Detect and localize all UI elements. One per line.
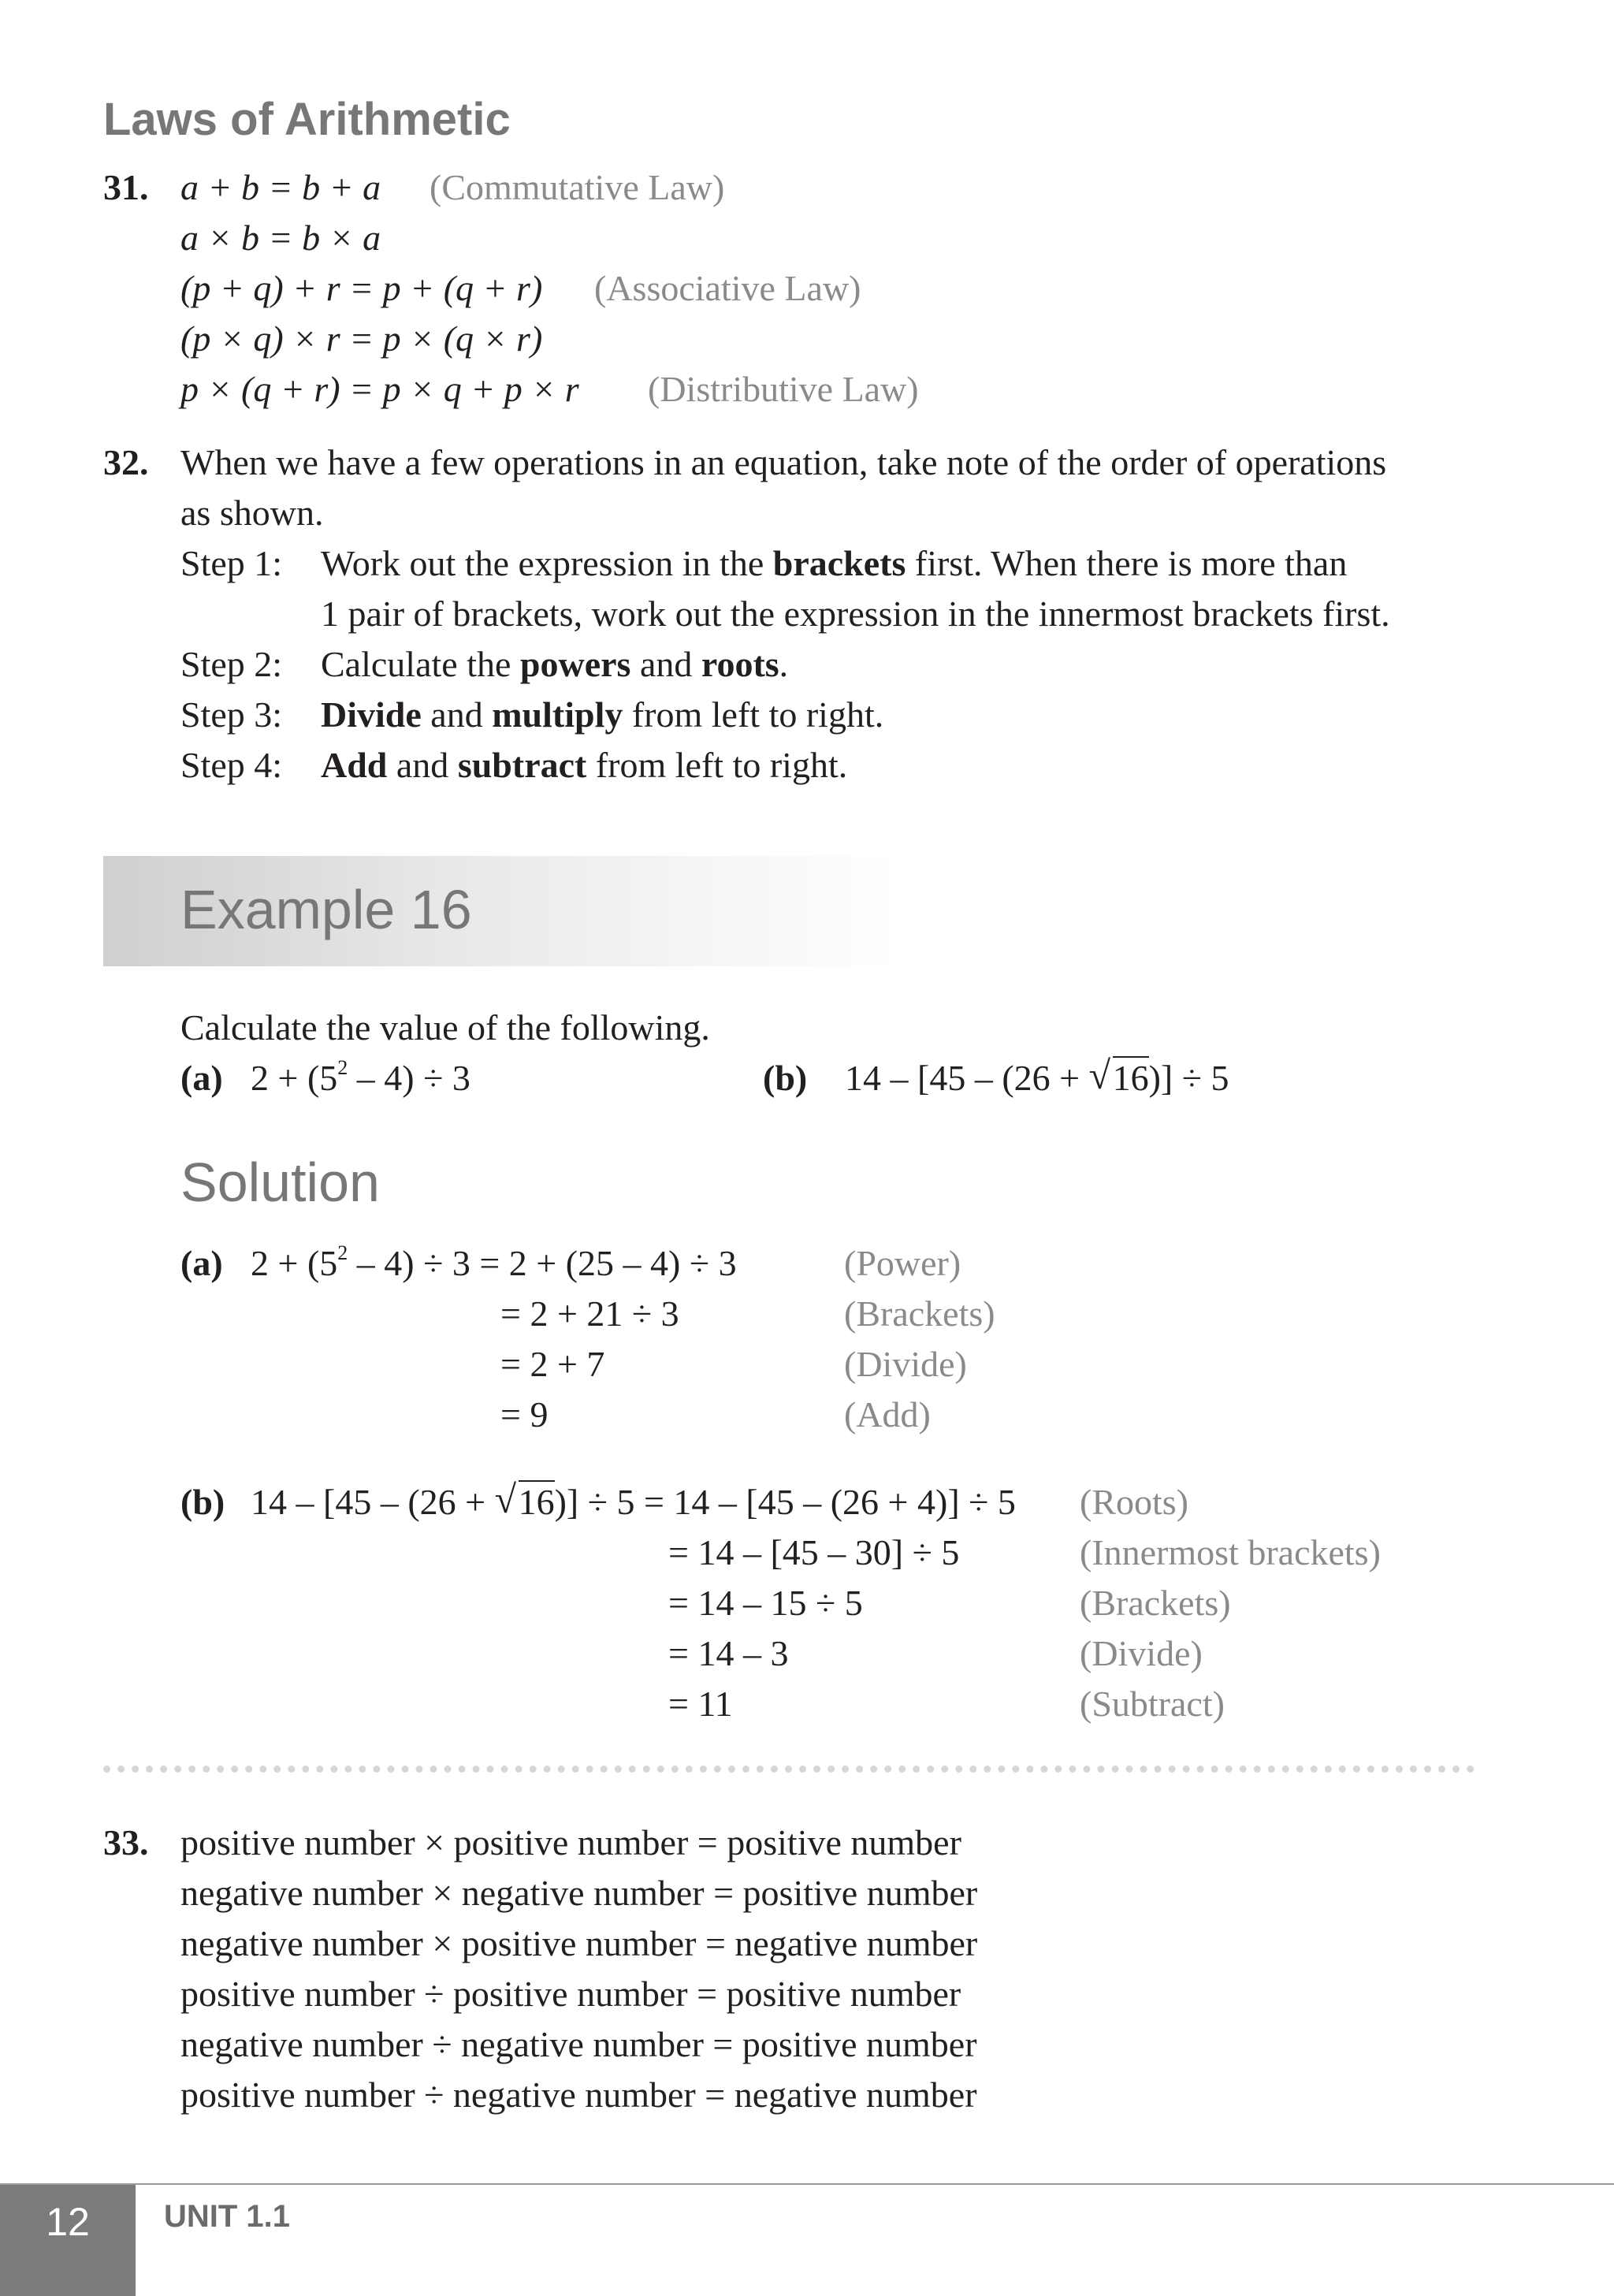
solution-title: Solution bbox=[180, 1152, 380, 1213]
working-line: = 2 + 7 bbox=[500, 1344, 605, 1384]
intro-text: as shown. bbox=[180, 493, 324, 533]
working-note: (Add) bbox=[844, 1394, 931, 1435]
sign-rule: positive number ÷ positive number = positive number bbox=[180, 1974, 961, 2014]
step-text: Add and subtract from left to right. bbox=[321, 745, 848, 785]
part-expression: 14 – [45 – (26 + √ 16)] ÷ 5 bbox=[845, 1053, 1229, 1103]
example-prompt: Calculate the value of the following. bbox=[180, 1007, 710, 1048]
working-line: = 2 + 21 ÷ 3 bbox=[500, 1293, 679, 1334]
working-note: (Brackets) bbox=[1080, 1583, 1231, 1623]
step-label: Step 4: bbox=[180, 745, 283, 785]
item-number: 31. bbox=[103, 167, 149, 207]
part-label: (a) bbox=[180, 1243, 223, 1283]
working-line: = 14 – [45 – 30] ÷ 5 bbox=[668, 1532, 960, 1572]
step-text: Calculate the powers and roots. bbox=[321, 644, 789, 684]
working-line: = 9 bbox=[500, 1394, 549, 1435]
law-expression: (p + q) + r = p + (q + r) bbox=[180, 268, 543, 308]
section-title: Laws of Arithmetic bbox=[103, 94, 511, 145]
step-text: Work out the expression in the brackets first. When there is more than bbox=[321, 543, 1348, 583]
law-expression: (p × q) × r = p × (q × r) bbox=[180, 318, 543, 359]
item-number: 33. bbox=[103, 1822, 149, 1862]
law-expression: p × (q + r) = p × q + p × r bbox=[180, 369, 579, 409]
law-note: (Commutative Law) bbox=[430, 167, 725, 207]
part-label: (b) bbox=[180, 1482, 225, 1522]
law-note: (Distributive Law) bbox=[648, 369, 919, 409]
dotted-divider bbox=[103, 1766, 1475, 1773]
sign-rule: positive number × positive number = positive number bbox=[180, 1822, 961, 1862]
sign-rule: negative number × negative number = positive number bbox=[180, 1873, 978, 1913]
working-line: 14 – [45 – (26 + √ 16)] ÷ 5 = 14 – [45 – (26 + 4)] ÷ 5 bbox=[251, 1477, 1016, 1528]
working-note: (Power) bbox=[844, 1243, 961, 1283]
square-root-symbol: √ 16 bbox=[1088, 1053, 1149, 1098]
working-note: (Subtract) bbox=[1080, 1684, 1225, 1724]
sign-rule: positive number ÷ negative number = negative number bbox=[180, 2075, 977, 2115]
working-note: (Innermost brackets) bbox=[1080, 1532, 1381, 1572]
working-note: (Roots) bbox=[1080, 1482, 1188, 1522]
law-expression: a × b = b × a bbox=[180, 218, 381, 258]
working-line: $2 + (5^2 - 4) \div 3 = 2 + (25 - 4) \div 3$ bbox=[251, 1241, 737, 1283]
footer-rule bbox=[0, 2183, 1614, 2185]
part-label: (a) bbox=[180, 1058, 223, 1098]
working-note: (Divide) bbox=[1080, 1633, 1203, 1673]
law-expression: a + b = b + a bbox=[180, 167, 381, 207]
part-label: (b) bbox=[763, 1058, 808, 1098]
working-line: = 14 – 3 bbox=[668, 1633, 789, 1673]
working-note: (Divide) bbox=[844, 1344, 967, 1384]
example-title: Example 16 bbox=[180, 879, 472, 940]
sign-rule: negative number × positive number = negative number bbox=[180, 1923, 978, 1963]
intro-text: When we have a few operations in an equation, take note of the order of operations bbox=[180, 442, 1387, 482]
item-number: 32. bbox=[103, 442, 149, 482]
step-label: Step 3: bbox=[180, 694, 283, 735]
unit-label: UNIT 1.1 bbox=[164, 2199, 291, 2234]
step-label: Step 2: bbox=[180, 644, 283, 684]
sign-rule: negative number ÷ negative number = positive number bbox=[180, 2024, 977, 2064]
page-number: 12 bbox=[46, 2200, 90, 2244]
step-text: 1 pair of brackets, work out the expression in the innermost brackets first. bbox=[321, 594, 1390, 634]
law-note: (Associative Law) bbox=[594, 268, 861, 308]
part-expression: $2 + (5^2 - 4) \div 3$ bbox=[251, 1055, 470, 1098]
working-line: = 14 – 15 ÷ 5 bbox=[668, 1583, 863, 1623]
square-root-symbol: √ 16 bbox=[494, 1477, 555, 1522]
step-text: Divide and multiply from left to right. bbox=[321, 694, 884, 735]
working-line: = 11 bbox=[668, 1684, 733, 1724]
step-label: Step 1: bbox=[180, 543, 283, 583]
working-note: (Brackets) bbox=[844, 1293, 995, 1334]
